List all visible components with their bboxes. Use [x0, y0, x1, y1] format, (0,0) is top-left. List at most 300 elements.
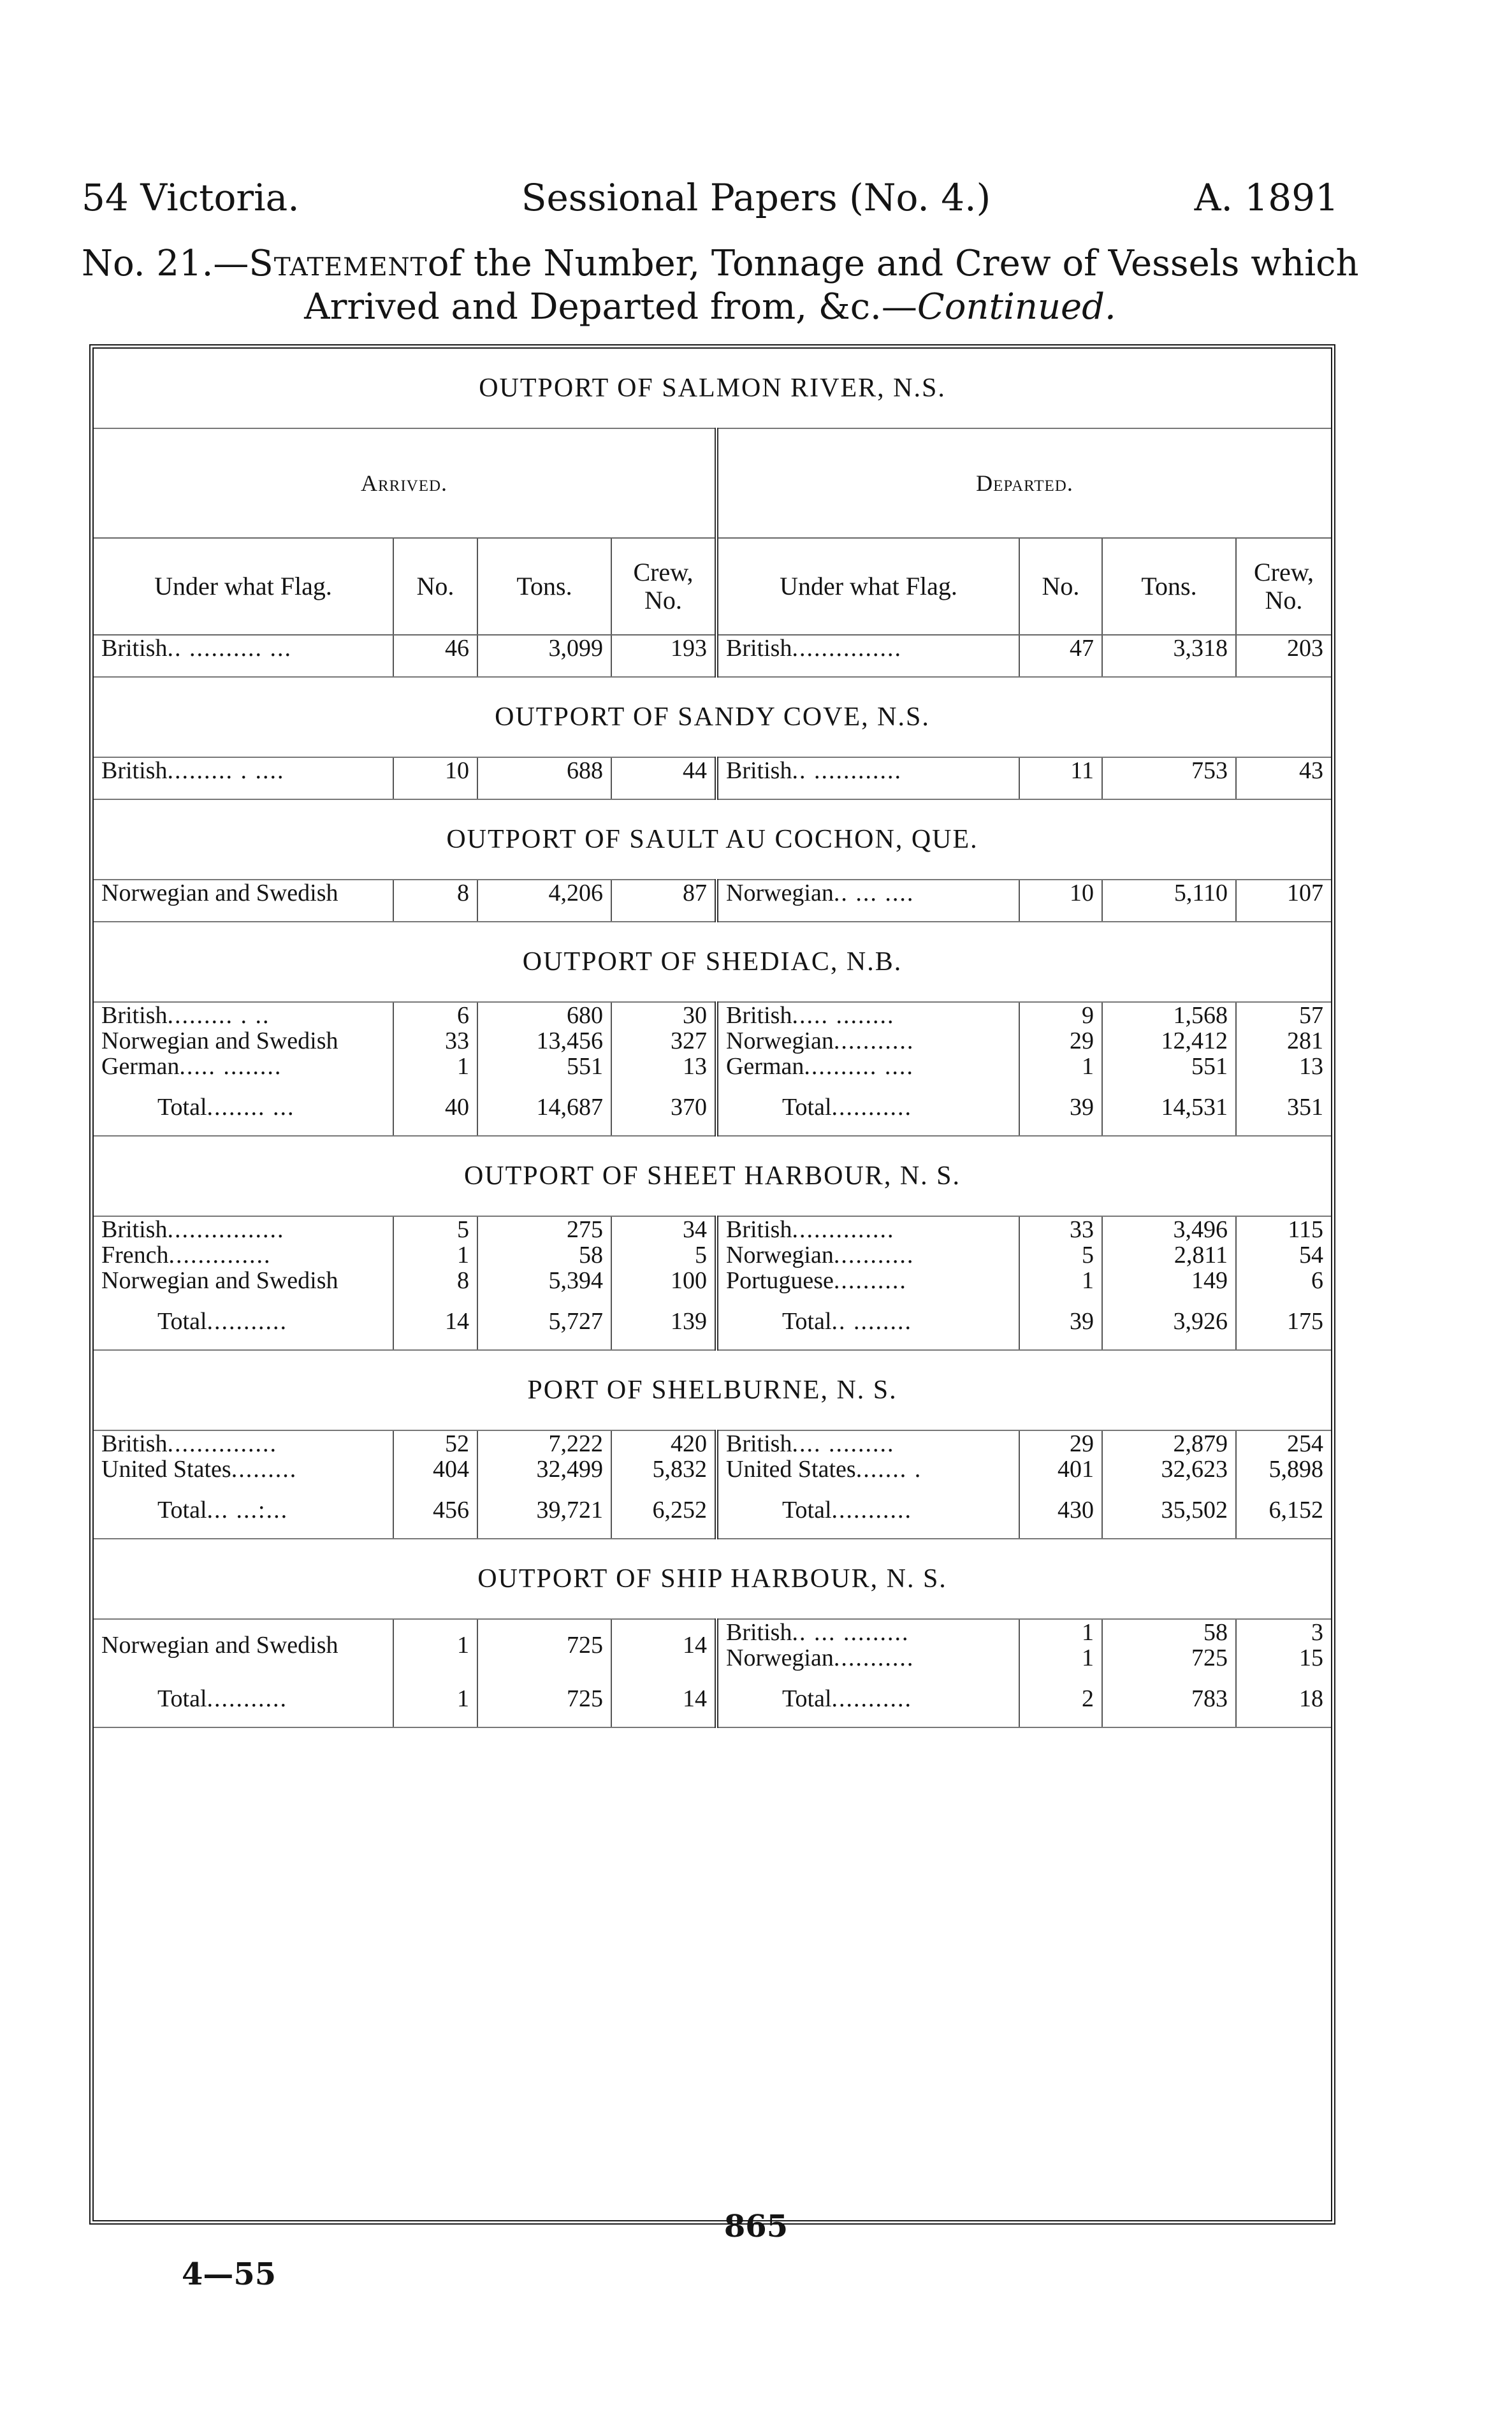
no-value: 5	[1082, 1242, 1094, 1268]
value-stack	[1110, 1003, 1228, 1079]
section-title-row	[94, 1136, 1331, 1216]
arrived-total-no: 14	[393, 1293, 477, 1350]
leader-dots: .. ............	[792, 757, 902, 784]
crew-value: 5	[695, 1242, 707, 1268]
tons-value: 58	[1203, 1619, 1228, 1646]
departed-no-cell	[1019, 1430, 1102, 1482]
departed-flag-cell	[716, 1002, 1019, 1079]
departed-total-tons: 14,531	[1102, 1079, 1236, 1136]
statement-line2: Arrived and Departed from, &c.—Continued.	[304, 286, 1116, 328]
section-title: OUTPORT OF SHIP HARBOUR, N. S.	[94, 1539, 1331, 1619]
total-row	[94, 1293, 1331, 1350]
departed-tons-cell	[1102, 1216, 1236, 1293]
flag-line	[101, 1217, 385, 1242]
departed-total-crew: 18	[1236, 1671, 1331, 1727]
departed-total-label	[716, 1482, 1019, 1539]
departed-tons-cell	[1102, 1619, 1236, 1671]
departed-total-crew: 175	[1236, 1293, 1331, 1350]
year-label: A. 1891	[1194, 176, 1339, 219]
arrived-no-cell	[393, 1619, 477, 1671]
arrived-total-tons: 14,687	[477, 1079, 611, 1136]
flag-name: German	[726, 1053, 804, 1079]
value-stack	[620, 1431, 707, 1482]
flag-name: Norwegian	[726, 1028, 834, 1054]
flag-line	[726, 1268, 1011, 1293]
departed-no-cell	[1019, 880, 1102, 922]
value-stack	[486, 636, 603, 661]
tons-value: 5,110	[1174, 880, 1228, 906]
crew-value: 3	[1311, 1619, 1323, 1646]
departed-crew-cell	[1236, 1216, 1331, 1293]
crew-value: 327	[671, 1028, 707, 1054]
section-title-row	[94, 349, 1331, 428]
arrived-crew-cell	[611, 1002, 716, 1079]
value-stack	[1244, 1620, 1323, 1671]
page-number: 865	[723, 2209, 789, 2244]
column-header-no: No.	[1019, 538, 1102, 635]
leader-dots: ..............	[168, 1242, 272, 1268]
tons-value: 1,568	[1173, 1002, 1228, 1029]
no-value: 52	[445, 1430, 469, 1457]
data-row	[94, 1430, 1331, 1482]
flag-stack	[101, 880, 385, 906]
leader-dots: ....... .	[855, 1456, 922, 1482]
session-label: 54 Victoria.	[82, 176, 300, 219]
departed-tons-cell	[1102, 1002, 1236, 1079]
flag-stack	[101, 758, 385, 783]
leader-dots: ................	[167, 1216, 285, 1243]
arrived-flag-cell	[94, 1619, 393, 1671]
crew-value: 107	[1287, 880, 1323, 906]
leader-dots: ...........	[833, 1242, 915, 1268]
flag-name: British	[101, 1430, 168, 1457]
flag-line	[726, 1457, 1011, 1482]
arrived-total-crew: 370	[611, 1079, 716, 1136]
arrived-total-label	[94, 1293, 393, 1350]
arrived-total-crew: 139	[611, 1293, 716, 1350]
no-value: 1	[1082, 1267, 1094, 1294]
column-header-crew: Crew, No.	[1236, 538, 1331, 635]
no-value: 29	[1070, 1028, 1094, 1054]
value-stack	[1028, 1431, 1094, 1482]
column-header-row	[94, 538, 1331, 635]
leader-dots: ......... . ..	[167, 1002, 270, 1029]
arrived-tons-cell	[477, 880, 611, 922]
flag-stack	[101, 1431, 385, 1482]
departed-crew-cell	[1236, 1002, 1331, 1079]
column-header-tons: Tons.	[1102, 538, 1236, 635]
crew-value: 5,898	[1268, 1456, 1323, 1483]
arrived-total-no: 40	[393, 1079, 477, 1136]
value-stack	[620, 1217, 707, 1293]
flag-stack	[726, 1003, 1011, 1079]
departed-total-crew: 6,152	[1236, 1482, 1331, 1539]
tons-value: 3,099	[548, 635, 603, 662]
arrived-flag-cell	[94, 757, 393, 799]
flag-line	[726, 1431, 1011, 1457]
no-value: 11	[1070, 757, 1094, 784]
value-stack	[1028, 636, 1094, 661]
sheet-number: 4—55	[182, 2256, 277, 2292]
no-value: 8	[457, 880, 469, 906]
flag-name: Portuguese	[726, 1267, 834, 1293]
arrived-total-no: 1	[393, 1671, 477, 1727]
departed-no-cell	[1019, 1216, 1102, 1293]
departed-flag-cell	[716, 635, 1019, 677]
no-value: 47	[1070, 635, 1094, 662]
arrived-flag-cell	[94, 880, 393, 922]
departed-crew-cell	[1236, 1619, 1331, 1671]
flag-stack	[101, 1217, 385, 1293]
leader-dots: ...........	[207, 1685, 288, 1712]
flag-stack	[101, 636, 385, 661]
flag-name: French	[101, 1242, 169, 1268]
arrived-tons-cell	[477, 1619, 611, 1671]
tons-value: 551	[567, 1053, 603, 1080]
column-header-no: No.	[393, 538, 477, 635]
leader-dots: ...........	[833, 1028, 915, 1054]
departed-crew-cell	[1236, 880, 1331, 922]
departed-total-crew: 351	[1236, 1079, 1331, 1136]
flag-line	[726, 1054, 1011, 1079]
data-row	[94, 757, 1331, 799]
tons-value: 3,318	[1173, 635, 1228, 662]
tons-value: 680	[567, 1002, 603, 1029]
section-title-row	[94, 677, 1331, 757]
departed-flag-cell	[716, 757, 1019, 799]
crew-value: 193	[671, 635, 707, 662]
statistics-table	[94, 349, 1331, 1728]
column-header-flag: Under what Flag.	[94, 538, 393, 635]
departed-total-label	[716, 1079, 1019, 1136]
flag-line	[726, 758, 1011, 783]
arrived-total-label	[94, 1079, 393, 1136]
tons-value: 4,206	[548, 880, 603, 906]
leader-dots: ..............	[792, 1216, 895, 1243]
flag-name: Norwegian	[726, 1242, 834, 1268]
no-value: 33	[445, 1028, 469, 1054]
value-stack	[1028, 1620, 1094, 1671]
leader-dots: ...........	[831, 1094, 913, 1121]
departed-crew-cell	[1236, 1430, 1331, 1482]
tons-value: 13,456	[536, 1028, 603, 1054]
tons-value: 688	[567, 757, 603, 784]
flag-line	[101, 1003, 385, 1028]
arrived-total-crew: 14	[611, 1671, 716, 1727]
arrived-crew-cell	[611, 1619, 716, 1671]
arrived-total-tons: 39,721	[477, 1482, 611, 1539]
crew-value: 34	[683, 1216, 707, 1243]
section-title: OUTPORT OF SHEDIAC, N.B.	[94, 922, 1331, 1002]
leader-dots: ...............	[792, 635, 902, 662]
flag-line	[101, 758, 385, 783]
value-stack	[1244, 636, 1323, 661]
arrived-no-cell	[393, 1216, 477, 1293]
departed-flag-cell	[716, 1619, 1019, 1671]
flag-line	[726, 1217, 1011, 1242]
flag-name: Total	[157, 1308, 207, 1335]
arrived-flag-cell	[94, 1002, 393, 1079]
no-value: 33	[1070, 1216, 1094, 1243]
crew-value: 57	[1299, 1002, 1323, 1029]
value-stack	[1110, 880, 1228, 906]
tons-value: 7,222	[548, 1430, 603, 1457]
leader-dots: ...........	[207, 1308, 288, 1335]
leader-dots: .. ........	[831, 1308, 913, 1335]
flag-line	[726, 636, 1011, 661]
departed-no-cell	[1019, 1619, 1102, 1671]
data-row	[94, 635, 1331, 677]
flag-line	[101, 1268, 385, 1293]
flag-stack	[101, 1632, 385, 1658]
value-stack	[402, 1632, 469, 1658]
tons-value: 753	[1191, 757, 1228, 784]
section-title-row	[94, 922, 1331, 1002]
tons-value: 725	[567, 1632, 603, 1659]
departed-no-cell	[1019, 1002, 1102, 1079]
departed-total-tons: 35,502	[1102, 1482, 1236, 1539]
flag-line	[726, 1620, 1011, 1645]
departed-flag-cell	[716, 1430, 1019, 1482]
flag-stack	[726, 1620, 1011, 1671]
flag-name: Total	[157, 1094, 207, 1121]
value-stack	[486, 880, 603, 906]
flag-stack	[726, 1217, 1011, 1293]
departed-crew-cell	[1236, 757, 1331, 799]
flag-line	[101, 880, 385, 906]
flag-stack	[726, 880, 1011, 906]
leader-dots: ........ ...	[207, 1094, 295, 1121]
flag-line	[726, 880, 1011, 906]
departed-total-no: 39	[1019, 1079, 1102, 1136]
flag-name: Total	[157, 1685, 207, 1712]
leader-dots: .. ... ....	[833, 880, 915, 906]
value-stack	[402, 1003, 469, 1079]
flag-name: Total	[157, 1497, 207, 1523]
section-title: PORT OF SHELBURNE, N. S.	[94, 1350, 1331, 1430]
arrived-tons-cell	[477, 1216, 611, 1293]
section-title: OUTPORT OF SHEET HARBOUR, N. S.	[94, 1136, 1331, 1216]
departed-total-tons: 783	[1102, 1671, 1236, 1727]
tons-value: 12,412	[1161, 1028, 1228, 1054]
arrived-total-label	[94, 1482, 393, 1539]
flag-name: British	[726, 1619, 792, 1646]
arrived-crew-cell	[611, 1216, 716, 1293]
leader-dots: ..... ........	[792, 1002, 895, 1029]
arrived-total-crew: 6,252	[611, 1482, 716, 1539]
departed-total-label	[716, 1671, 1019, 1727]
flag-name: Total	[782, 1094, 832, 1121]
flag-name: Total	[782, 1685, 832, 1712]
section-title: OUTPORT OF SALMON RIVER, N.S.	[94, 349, 1331, 428]
value-stack	[620, 1632, 707, 1658]
tons-value: 58	[579, 1242, 603, 1268]
crew-value: 281	[1287, 1028, 1323, 1054]
data-row	[94, 880, 1331, 922]
flag-stack	[726, 758, 1011, 783]
flag-name: German	[101, 1053, 180, 1079]
tons-value: 32,499	[536, 1456, 603, 1483]
flag-line	[101, 636, 385, 661]
crew-value: 6	[1311, 1267, 1323, 1294]
flag-stack	[101, 1003, 385, 1079]
arrived-total-label	[94, 1671, 393, 1727]
arrived-crew-cell	[611, 1430, 716, 1482]
flag-stack	[726, 1431, 1011, 1482]
leader-dots: .... .........	[792, 1430, 895, 1457]
arrived-crew-cell	[611, 757, 716, 799]
departed-no-cell	[1019, 635, 1102, 677]
departed-total-no: 39	[1019, 1293, 1102, 1350]
section-title: OUTPORT OF SAULT AU COCHON, QUE.	[94, 799, 1331, 880]
departed-total-label	[716, 1293, 1019, 1350]
value-stack	[1244, 758, 1323, 783]
flag-name: British	[101, 1002, 168, 1029]
departed-total-tons: 3,926	[1102, 1293, 1236, 1350]
arrived-tons-cell	[477, 1002, 611, 1079]
flag-name: British	[101, 757, 168, 784]
no-value: 9	[1082, 1002, 1094, 1029]
arrived-no-cell	[393, 1430, 477, 1482]
no-value: 404	[433, 1456, 469, 1483]
flag-name: Norwegian	[726, 1645, 834, 1671]
departed-header: Departed.	[716, 428, 1331, 538]
data-row	[94, 1619, 1331, 1671]
leader-dots: ...........	[831, 1497, 913, 1523]
departed-crew-cell	[1236, 635, 1331, 677]
value-stack	[402, 758, 469, 783]
arrived-departed-row	[94, 428, 1331, 538]
value-stack	[1028, 1003, 1094, 1079]
total-row	[94, 1482, 1331, 1539]
arrived-no-cell	[393, 1002, 477, 1079]
statement-title	[82, 242, 1359, 329]
flag-name: British	[726, 1002, 792, 1029]
departed-tons-cell	[1102, 757, 1236, 799]
flag-name: Total	[782, 1497, 832, 1523]
value-stack	[1244, 880, 1323, 906]
departed-flag-cell	[716, 880, 1019, 922]
flag-line	[101, 1054, 385, 1079]
crew-value: 254	[1287, 1430, 1323, 1457]
leader-dots: .........	[231, 1456, 298, 1482]
crew-value: 15	[1299, 1645, 1323, 1671]
crew-value: 203	[1287, 635, 1323, 662]
flag-name: Norwegian	[726, 880, 834, 906]
value-stack	[402, 636, 469, 661]
value-stack	[1244, 1217, 1323, 1293]
leader-dots: .. ... .........	[792, 1619, 910, 1646]
value-stack	[1028, 758, 1094, 783]
leader-dots: ......... . ....	[167, 757, 285, 784]
departed-flag-cell	[716, 1216, 1019, 1293]
leader-dots: .. .......... ...	[167, 635, 292, 662]
departed-tons-cell	[1102, 1430, 1236, 1482]
crew-value: 87	[683, 880, 707, 906]
departed-total-no: 2	[1019, 1671, 1102, 1727]
arrived-total-no: 456	[393, 1482, 477, 1539]
column-header-crew: Crew, No.	[611, 538, 716, 635]
arrived-total-tons: 725	[477, 1671, 611, 1727]
value-stack	[1244, 1003, 1323, 1079]
flag-name: British	[101, 1216, 168, 1243]
departed-no-cell	[1019, 757, 1102, 799]
crew-value: 100	[671, 1267, 707, 1294]
value-stack	[1028, 1217, 1094, 1293]
crew-value: 420	[671, 1430, 707, 1457]
value-stack	[1028, 880, 1094, 906]
leader-dots: ...............	[167, 1430, 277, 1457]
flag-line	[101, 1242, 385, 1268]
statistics-table-frame	[89, 344, 1335, 2225]
no-value: 8	[457, 1267, 469, 1294]
tons-value: 32,623	[1161, 1456, 1228, 1483]
tons-value: 551	[1191, 1053, 1228, 1080]
section-title-row	[94, 1539, 1331, 1619]
data-row	[94, 1216, 1331, 1293]
no-value: 1	[457, 1053, 469, 1080]
flag-name: British	[101, 635, 168, 662]
arrived-tons-cell	[477, 1430, 611, 1482]
tons-value: 2,811	[1174, 1242, 1228, 1268]
tons-value: 2,879	[1173, 1430, 1228, 1457]
flag-name: Norwegian and Swedish	[101, 1632, 338, 1659]
arrived-crew-cell	[611, 880, 716, 922]
flag-name: United States	[726, 1456, 856, 1482]
flag-line	[726, 1242, 1011, 1268]
value-stack	[402, 1431, 469, 1482]
crew-value: 13	[1299, 1053, 1323, 1080]
total-row	[94, 1079, 1331, 1136]
flag-line	[101, 1632, 385, 1658]
flag-name: British	[726, 635, 792, 662]
no-value: 5	[457, 1216, 469, 1243]
no-value: 401	[1058, 1456, 1094, 1483]
no-value: 1	[1082, 1645, 1094, 1671]
flag-line	[726, 1003, 1011, 1028]
tons-value: 3,496	[1173, 1216, 1228, 1243]
crew-value: 14	[683, 1632, 707, 1659]
flag-line	[101, 1431, 385, 1457]
arrived-no-cell	[393, 635, 477, 677]
no-value: 6	[457, 1002, 469, 1029]
statement-line1: of the Number, Tonnage and Crew of Vessels which	[427, 243, 1359, 284]
crew-value: 44	[683, 757, 707, 784]
arrived-total-tons: 5,727	[477, 1293, 611, 1350]
arrived-flag-cell	[94, 635, 393, 677]
section-title: OUTPORT OF SANDY COVE, N.S.	[94, 677, 1331, 757]
value-stack	[1110, 758, 1228, 783]
arrived-flag-cell	[94, 1430, 393, 1482]
value-stack	[1244, 1431, 1323, 1482]
section-title-row	[94, 799, 1331, 880]
leader-dots: ...........	[831, 1685, 913, 1712]
value-stack	[1110, 1431, 1228, 1482]
tons-value: 149	[1191, 1267, 1228, 1294]
flag-name: British	[726, 1216, 792, 1243]
leader-dots: ..........	[833, 1267, 907, 1293]
value-stack	[620, 636, 707, 661]
crew-value: 115	[1288, 1216, 1323, 1243]
flag-name: British	[726, 1430, 792, 1457]
tons-value: 275	[567, 1216, 603, 1243]
tons-value: 5,394	[548, 1267, 603, 1294]
column-header-flag: Under what Flag.	[716, 538, 1019, 635]
flag-name: Norwegian and Swedish	[101, 1267, 338, 1293]
value-stack	[1110, 636, 1228, 661]
flag-name: United States	[101, 1456, 231, 1482]
leader-dots: ..... ........	[179, 1053, 282, 1079]
